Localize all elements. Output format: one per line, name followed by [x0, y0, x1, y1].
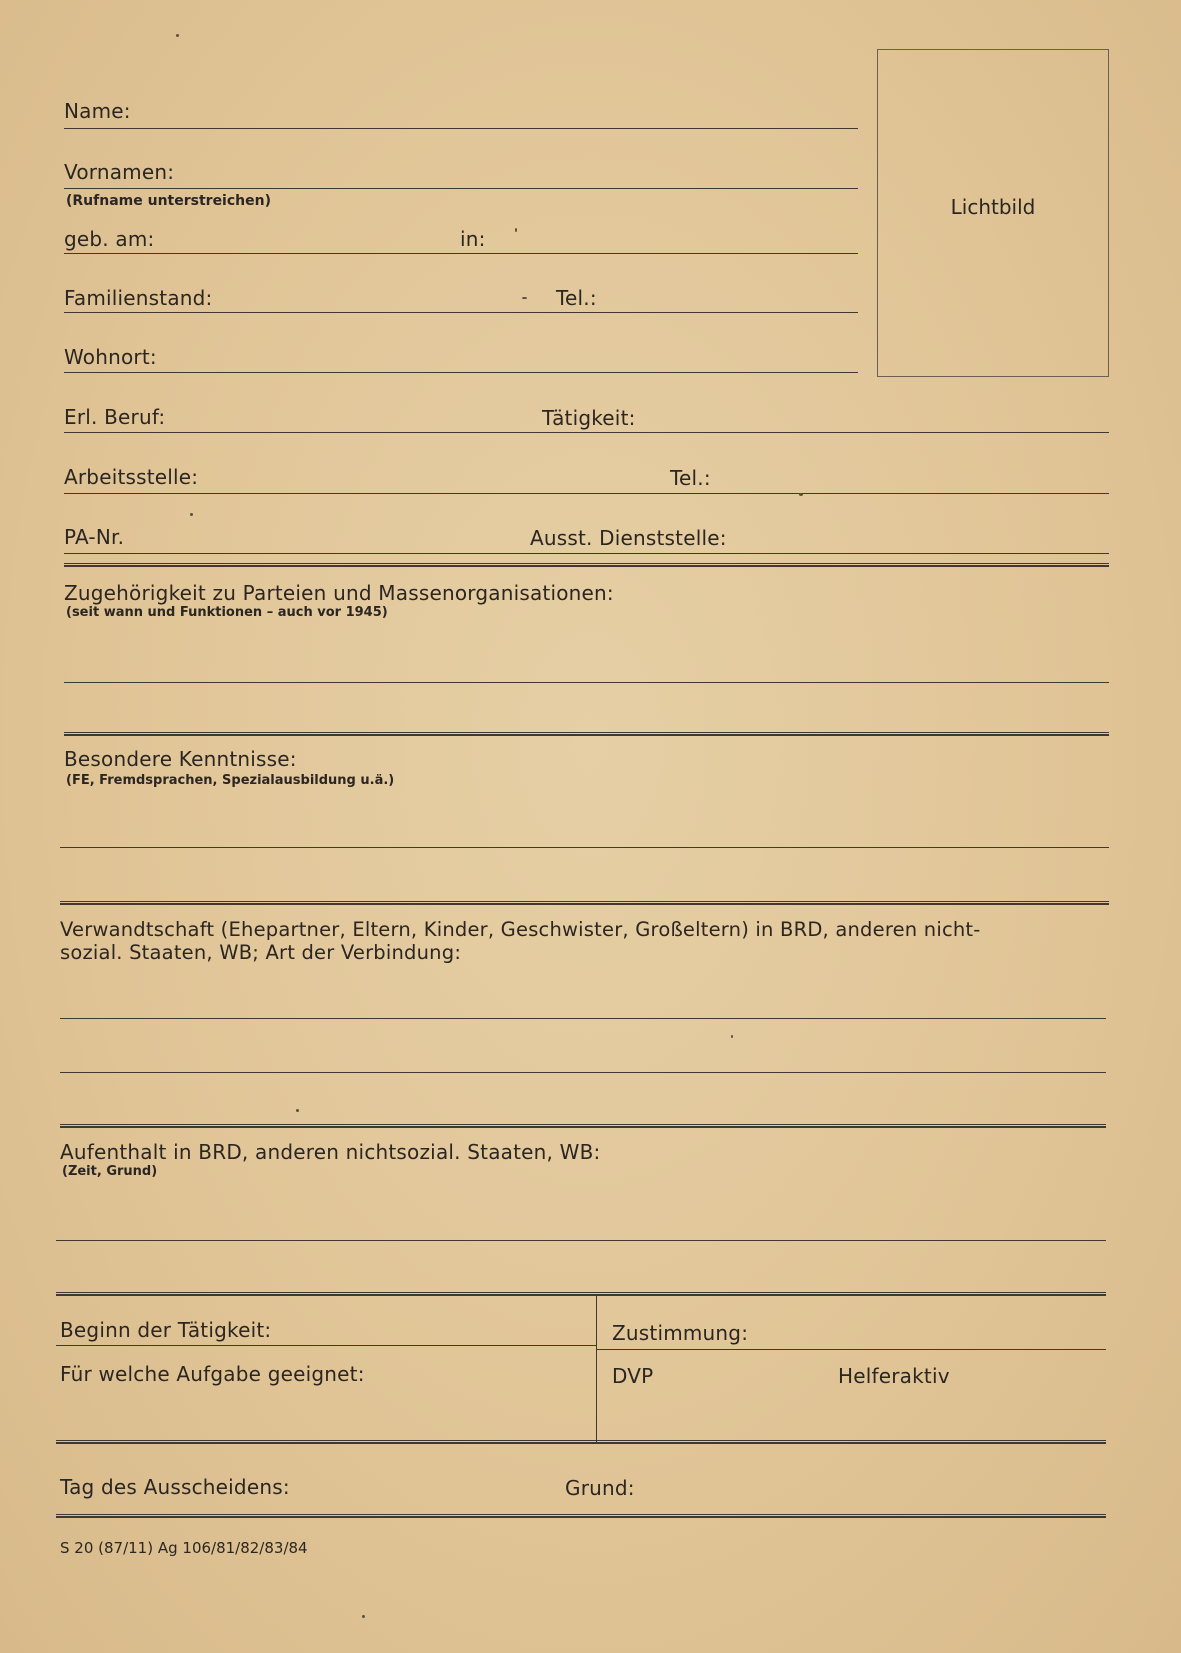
aufgabe-label: Für welche Aufgabe geeignet:: [60, 1362, 365, 1386]
section-divider-3: [60, 901, 1109, 905]
grund-label: Grund:: [565, 1476, 635, 1500]
zustimmung-field-line[interactable]: [597, 1349, 1106, 1350]
dvp-label: DVP: [612, 1364, 654, 1388]
wohnort-field-line[interactable]: [64, 372, 858, 373]
photo-box-label: Lichtbild: [950, 195, 1036, 219]
kenntnisse-hint: (FE, Fremdsprachen, Spezialausbildung u.ä.): [66, 773, 395, 788]
paper-speck: [296, 1109, 299, 1112]
tag-ausscheidens-label: Tag des Ausscheidens:: [60, 1475, 290, 1499]
tel-work-label: Tel.:: [670, 466, 711, 490]
zugehoerigkeit-hint: (seit wann und Funktionen – auch vor 1945): [66, 605, 388, 620]
column-divider: [596, 1296, 597, 1442]
arbeitsstelle-label: Arbeitsstelle:: [64, 465, 199, 489]
name-field-line[interactable]: [64, 128, 858, 129]
aufenthalt-label: Aufenthalt in BRD, anderen nichtsozial. Staaten, WB:: [60, 1140, 601, 1164]
geburtsort-label: in:: [460, 227, 486, 251]
paper-speck: [190, 513, 193, 516]
section-divider-1: [64, 563, 1109, 567]
aufenthalt-field-line[interactable]: [56, 1240, 1106, 1241]
section-divider-6: [56, 1440, 1106, 1444]
wohnort-label: Wohnort:: [64, 345, 157, 369]
photo-box: [877, 49, 1109, 377]
paper-speck: [522, 297, 527, 299]
aufenthalt-hint: (Zeit, Grund): [62, 1164, 158, 1179]
zugehoerigkeit-field-line[interactable]: [64, 682, 1109, 683]
helferaktiv-label: Helferaktiv: [838, 1364, 950, 1388]
vornamen-hint: (Rufname unterstreichen): [66, 193, 271, 209]
section-divider-7: [56, 1514, 1106, 1518]
paper-speck: [176, 34, 179, 37]
vornamen-field-line[interactable]: [64, 188, 858, 189]
section-divider-4: [60, 1124, 1106, 1128]
verwandtschaft-field-line-1[interactable]: [60, 1018, 1106, 1019]
geb-am-label: geb. am:: [64, 227, 155, 251]
kenntnisse-label: Besondere Kenntnisse:: [64, 747, 297, 771]
pa-nr-field-line[interactable]: [64, 553, 1109, 554]
verwandtschaft-field-line-2[interactable]: [60, 1072, 1106, 1073]
erl-beruf-label: Erl. Beruf:: [64, 405, 166, 429]
geb-am-field-line[interactable]: [64, 253, 858, 254]
verwandtschaft-label-line1: Verwandtschaft (Ehepartner, Eltern, Kinder, Geschwister, Großeltern) in BRD, anderen nicht-: [60, 918, 981, 941]
section-divider-5: [56, 1292, 1106, 1296]
ausst-dienststelle-label: Ausst. Dienststelle:: [530, 526, 727, 550]
paper-speck: [362, 1615, 365, 1618]
vornamen-label: Vornamen:: [64, 160, 175, 184]
familienstand-field-line[interactable]: [64, 312, 858, 313]
name-label: Name:: [64, 99, 131, 123]
pa-nr-label: PA-Nr.: [64, 525, 125, 549]
kenntnisse-field-line[interactable]: [60, 847, 1109, 848]
taetigkeit-label: Tätigkeit:: [542, 406, 636, 430]
section-divider-2: [64, 732, 1109, 736]
zustimmung-label: Zustimmung:: [612, 1321, 749, 1345]
arbeitsstelle-field-line[interactable]: [64, 493, 1109, 494]
tel-private-label: Tel.:: [556, 286, 597, 310]
familienstand-label: Familienstand:: [64, 286, 213, 310]
beginn-field-line[interactable]: [56, 1345, 596, 1346]
form-code: S 20 (87/11) Ag 106/81/82/83/84: [60, 1539, 308, 1557]
verwandtschaft-label-line2: sozial. Staaten, WB; Art der Verbindung:: [60, 941, 462, 964]
paper-speck: [799, 493, 803, 496]
beruf-field-line[interactable]: [64, 432, 1109, 433]
beginn-label: Beginn der Tätigkeit:: [60, 1318, 272, 1342]
paper-speck: [515, 228, 517, 232]
zugehoerigkeit-label: Zugehörigkeit zu Parteien und Massenorganisationen:: [64, 581, 614, 605]
paper-speck: [731, 1035, 733, 1038]
